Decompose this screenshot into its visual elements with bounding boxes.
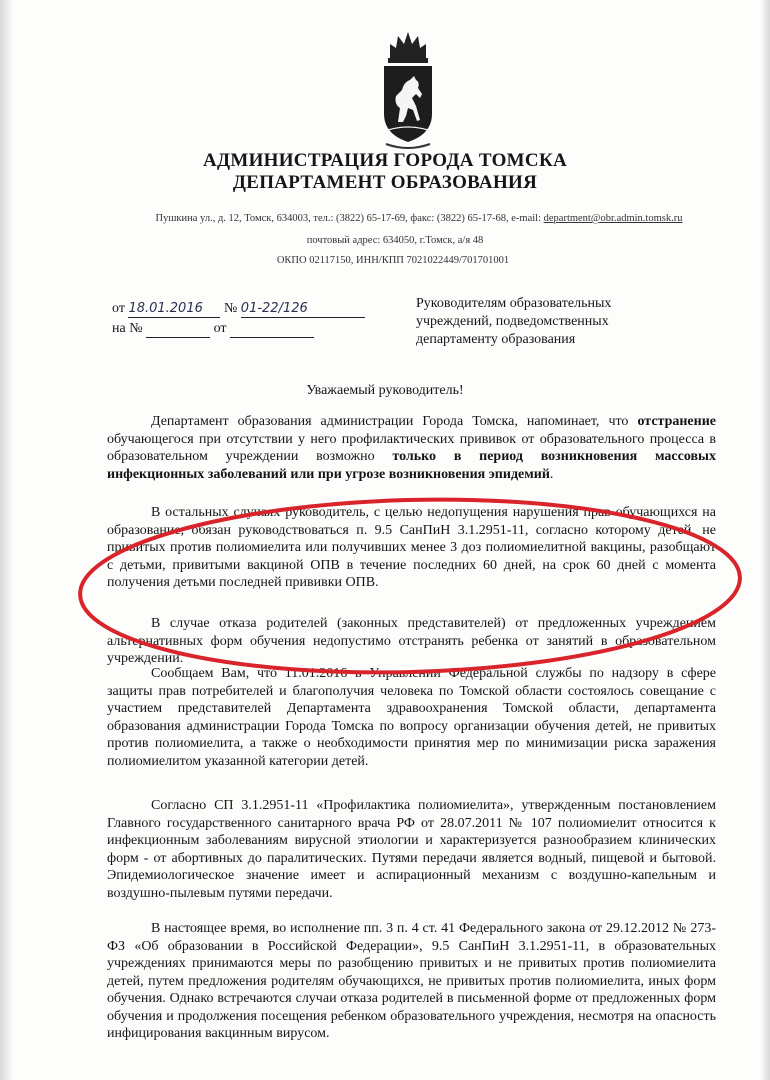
paragraph-5: Согласно СП 3.1.2951-11 «Профилактика полиомиелита», утвержденным постановлением Главного государственного санитарного врача РФ от 28.07.2011 № 107 полиомиелит относится к инфекционным заболеваниям вирусной этиологии и характеризуется разнообразием клинических форм - от абортивных до паралитических. Путями передачи является водный, пищевой и бытовой. Эпидемиологическое значение имеет и аспирационный механизм с воздушно-капельным и воздушно-пылевым путями передачи. [107, 798, 716, 901]
paragraph-6: В настоящее время, во исполнение пп. 3 п. 4 ст. 41 Федерального закона от 29.12.2012 № 273-ФЗ «Об образовании в Российской Федерации», 9.5 СанПиН 3.1.2951-11, в образовательных учреждениях принимаются меры по разобщению привитых и не привитых против полиомиелита детей, путем предложения родителям обучающихся, не привитых против полиомиелита, иных форм обучения. Однако встречаются случаи отказа родителей в письменной форме от предложенных форм обучения и продолжения посещения ребенком образовательного учреждения, несмотря на опасность инфицирования вакцинным вирусом. [107, 921, 716, 1041]
email-link[interactable]: department@obr.admin.tomsk.ru [543, 213, 683, 224]
ref-date-blank [230, 321, 314, 338]
paragraph-3: В случае отказа родителей (законных представителей) от предложенных учреждением альтернативных форм обучения недопустимо отстранять ребенка от занятий в образовательном учреждении. [107, 616, 716, 666]
salutation: Уважаемый руководитель! [306, 383, 464, 398]
paragraph-text: обучающегося при отсутствии у него профилактических прививок от образовательного процесса в образовательном учреждении возможно [107, 431, 716, 464]
from-label: от [112, 301, 125, 316]
contact-address-line [34, 213, 770, 224]
organization-name: АДМИНИСТРАЦИЯ ГОРОДА ТОМСКА [202, 150, 568, 171]
paragraph-text: Департамент образования администрации Города Томска, напоминает, что [151, 414, 638, 429]
handwritten-number: 01-22/126 [240, 301, 308, 316]
emphasis-text: только в период возникновения массовых инфекционных заболеваний или при угрозе возникновения эпидемий [107, 449, 716, 482]
addressee-line: учреждений, подведомственных [416, 314, 609, 329]
paragraph-2: В остальных случаях руководитель, с целью недопущения нарушения прав обучающихся на образование, обязан руководствоваться п. 9.5 СанПиН 3.1.2951-11, согласно которому детей, не привитых против полиомиелита или получивших менее 3 доз полиомиелитной вакцины, разобщают с детьми, привитыми вакциной ОПВ в течение последних 60 дней, на срок 60 дней с момента получения детьми последней прививки ОПВ. [107, 505, 716, 590]
addressee-line: департаменту образования [416, 332, 576, 347]
contact-address: Пушкина ул., д. 12, Томск, 634003, тел.: (3822) 65-17-69, факс: (3822) 65-17-68, e-mail: [155, 213, 544, 224]
postal-address-line: почтовый адрес: 634050, г.Томск, а/я 48 [306, 235, 484, 246]
department-name: ДЕПАРТАМЕНТ ОБРАЗОВАНИЯ [232, 172, 538, 193]
addressee-line: Руководителям образовательных [416, 296, 612, 311]
ref-from-label: от [213, 321, 227, 336]
incoming-ref-line [112, 321, 314, 338]
registration-codes-line: ОКПО 02117150, ИНН/КПП 7021022449/701701001 [276, 255, 510, 266]
ref-number-blank [146, 321, 210, 338]
emphasis-text: отстранение [637, 414, 716, 429]
number-label: № [223, 301, 238, 316]
number-field [241, 301, 365, 318]
addressee-block [416, 295, 706, 349]
outgoing-ref-line [112, 301, 365, 318]
paragraph-text: . [549, 466, 554, 482]
tomsk-coat-of-arms-icon [376, 30, 440, 152]
ref-number-label: на № [112, 321, 143, 336]
handwritten-date: 18.01.2016 [128, 301, 203, 316]
date-field [128, 301, 220, 318]
paragraph-4: Сообщаем Вам, что 11.01.2016 в Управлении Федеральной службы по надзору в сфере защиты прав потребителей и благополучия человека по Томской области состоялось совещание с участием представителей Департамента здравоохранения Томской области, департамента образования администрации Города Томска по вопросу организации обучения детей, не привитых против полиомиелита, а также о необходимости принятия мер по минимизации риска заражения полиомиелитом указанной категории детей. [107, 666, 716, 769]
paragraph-1 [107, 413, 716, 483]
